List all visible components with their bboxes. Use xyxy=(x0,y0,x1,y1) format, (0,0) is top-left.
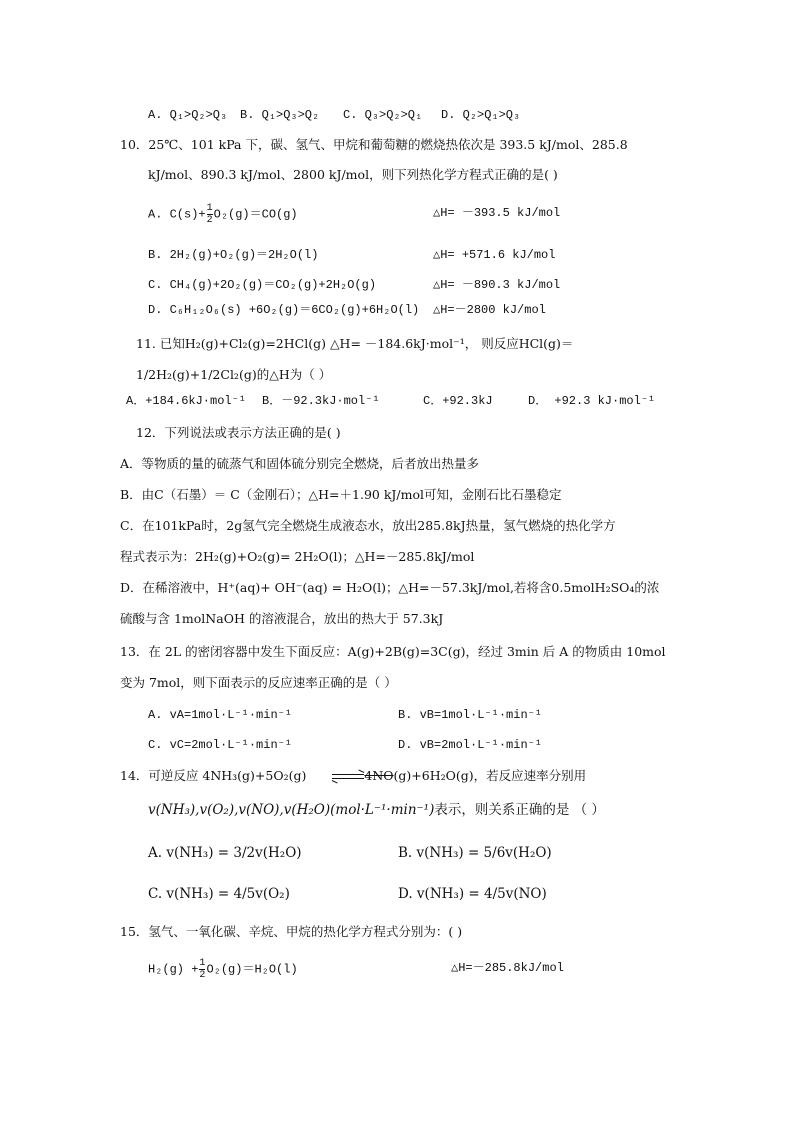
q11-option-d: D． +92.3 kJ·mol⁻¹ xyxy=(528,394,656,408)
q9-option-d: D. Q₂>Q₁>Q₃ xyxy=(441,108,521,122)
q12-option-a: A．等物质的量的硫蒸气和固体硫分别完全燃烧，后者放出热量多 xyxy=(120,456,480,471)
q15-stem: 15．氢气、一氧化碳、辛烷、甲烷的热化学方程式分别为：( ) xyxy=(120,924,463,939)
q13-stem-line1: 13．在 2L 的密闭容器中发生下面反应：A(g)+2B(g)=3C(g)，经过 3min 后 A 的物质由 10mol xyxy=(120,644,666,659)
q15-equation xyxy=(148,958,298,981)
q10-option-b-dh: △H= +571.6 kJ/mol xyxy=(433,248,556,262)
q13-option-b: B. vB=1mol·L⁻¹·min⁻¹ xyxy=(398,708,543,722)
q14-option-c: C. v(NH₃) = 4/5v(O₂) xyxy=(148,886,290,902)
q9-option-a: A. Q₁>Q₂>Q₃ xyxy=(148,108,228,122)
q12-option-d-line2: 硫酸与含 1molNaOH 的溶液混合，放出的热大于 57.3kJ xyxy=(120,611,444,626)
q14-option-a: A. v(NH₃) = 3/2v(H₂O) xyxy=(148,845,302,861)
q9-option-b: B. Q₁>Q₃>Q₂ xyxy=(240,108,320,122)
q11-stem-line1: 11. 已知H₂(g)+Cl₂(g)=2HCl(g) △H= －184.6kJ·mol⁻¹， 则反应HCl(g)＝ xyxy=(136,336,574,351)
q12-option-c-line1: C．在101kPa时，2g氢气完全燃烧生成液态水，放出285.8kJ热量，氢气燃烧的热化学方 xyxy=(120,518,616,533)
q11-option-a: A．+184.6kJ·mol⁻¹ xyxy=(126,394,247,408)
q11-option-b: B．－92.3kJ·mol⁻¹ xyxy=(262,394,380,408)
q10-stem-line1: 10．25℃、101 kPa 下，碳、氢气、甲烷和葡萄糖的燃烧热依次是 393.5 kJ/mol、285.8 xyxy=(120,137,628,152)
q12-option-c-line2: 程式表示为：2H₂(g)+O₂(g)= 2H₂O(l)；△H=－285.8kJ/mol xyxy=(120,549,475,564)
q10-option-c-dh: △H= －890.3 kJ/mol xyxy=(433,278,561,292)
q14-rate-formula: v(NH₃),v(O₂),v(NO),v(H₂O)(mol·L⁻¹·min⁻¹) xyxy=(148,802,435,818)
q10-stem-line2: kJ/mol、890.3 kJ/mol、2800 kJ/mol，则下列热化学方程式正确的是( ) xyxy=(148,167,558,182)
q15-eq-left: H₂(g) + xyxy=(148,962,199,977)
q10-option-c: C. CH₄(g)+2O₂(g)＝CO₂(g)+2H₂O(g) xyxy=(148,278,377,292)
q10-option-b: B. 2H₂(g)+O₂(g)＝2H₂O(l) xyxy=(148,248,319,262)
q14-stem-right: (g)+6H₂O(g)，若反应速率分别用 xyxy=(393,768,587,783)
q14-option-b: B. v(NH₃) = 5/6v(H₂O) xyxy=(398,845,552,861)
q12-option-d-line1: D．在稀溶液中，H⁺(aq)+ OH⁻(aq) = H₂O(l)；△H=－57.3kJ/mol,若将含0.5molH₂SO₄的浓 xyxy=(120,580,660,595)
q14-stem-text: 表示，则关系正确的是 （ ） xyxy=(434,802,605,818)
equilibrium-arrow-icon xyxy=(332,772,364,782)
q14-option-d: D. v(NH₃) = 4/5v(NO) xyxy=(398,886,547,902)
fraction: $\frac{1}{2}$ xyxy=(199,958,206,981)
q11-stem-line2: 1/2H₂(g)+1/2Cl₂(g)的△H为（ ） xyxy=(136,367,332,382)
q15-eq-right: O₂(g)＝H₂O(l) xyxy=(206,962,298,977)
q15-dh: △H=－285.8kJ/mol xyxy=(451,961,564,975)
q13-option-a: A. vA=1mol·L⁻¹·min⁻¹ xyxy=(148,708,293,722)
q11-option-c: C．+92.3kJ xyxy=(423,394,493,408)
q10-a-left: A. C(s)+ xyxy=(148,207,206,222)
q10-a-right: O₂(g)＝CO(g) xyxy=(213,207,298,222)
q10-option-a-dh: △H= －393.5 kJ/mol xyxy=(433,206,561,220)
q12-option-b: B．由C（石墨）＝ C（金刚石）；△H=＋1.90 kJ/mol可知，金刚石比石墨稳定 xyxy=(120,487,562,502)
q10-option-d-dh: △H=－2800 kJ/mol xyxy=(433,303,546,317)
q9-option-c: C. Q₃>Q₂>Q₁ xyxy=(343,108,423,122)
fraction: $\frac{1}{2}$ xyxy=(206,203,213,226)
q13-option-c: C. vC=2mol·L⁻¹·min⁻¹ xyxy=(148,738,293,752)
q14-stem-struck: 4NO xyxy=(364,768,394,783)
q14-stem-line1 xyxy=(120,768,586,784)
q13-stem-line2: 变为 7mol，则下面表示的反应速率正确的是（ ） xyxy=(120,675,397,690)
q13-option-d: D. vB=2mol·L⁻¹·min⁻¹ xyxy=(398,738,543,752)
q10-option-d: D. C₆H₁₂O₆(s) +6O₂(g)＝6CO₂(g)+6H₂O(l) xyxy=(148,303,420,317)
q10-option-a xyxy=(148,203,298,226)
q14-stem-left: 14．可逆反应 4NH₃(g)+5O₂(g) xyxy=(120,768,307,783)
q14-stem-line2 xyxy=(148,802,605,818)
q12-stem: 12．下列说法或表示方法正确的是( ) xyxy=(136,425,341,440)
